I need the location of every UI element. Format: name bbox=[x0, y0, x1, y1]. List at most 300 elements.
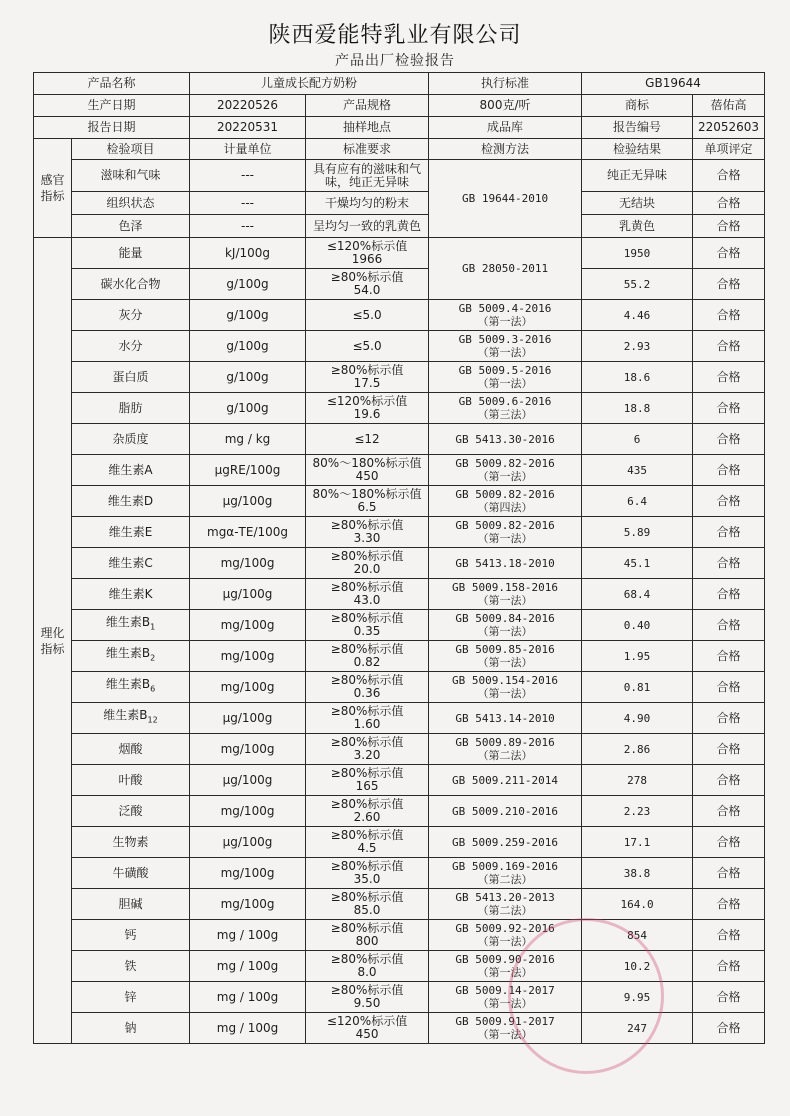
category-physchem: 理化指标 bbox=[34, 238, 72, 1044]
standard-line-2: 43.0 bbox=[353, 593, 381, 607]
info-value: GB19644 bbox=[582, 73, 765, 95]
item-name bbox=[72, 951, 190, 982]
item-unit: mg/100g bbox=[190, 641, 306, 672]
item-verdict: 合格 bbox=[693, 982, 765, 1013]
standard-line-1: ≤12 bbox=[354, 431, 380, 446]
physchem-row bbox=[34, 889, 765, 920]
method-line-2: （第二法） bbox=[477, 873, 533, 886]
standard-line-1: ≥80%标示值 bbox=[330, 580, 404, 594]
item-verdict: 合格 bbox=[693, 300, 765, 331]
item-name-text: 铁 bbox=[124, 958, 137, 973]
report-title: 产品出厂检验报告 bbox=[335, 53, 455, 69]
shared-method: GB 28050-2011 bbox=[429, 238, 582, 300]
item-standard bbox=[306, 486, 429, 517]
item-result: 4.90 bbox=[582, 703, 693, 734]
method-line-2: （第二法） bbox=[477, 749, 533, 762]
item-name bbox=[72, 455, 190, 486]
item-name-text: 胆碱 bbox=[118, 896, 143, 911]
item-unit: μg/100g bbox=[190, 486, 306, 517]
item-name bbox=[72, 920, 190, 951]
standard-line-1: ≥80%标示值 bbox=[330, 828, 404, 842]
physchem-row bbox=[34, 734, 765, 765]
item-standard bbox=[306, 362, 429, 393]
standard-line-1: ≥80%标示值 bbox=[330, 983, 404, 997]
method-line-1: GB 5009.4-2016 bbox=[458, 302, 552, 315]
item-standard bbox=[306, 920, 429, 951]
item-unit: mg / 100g bbox=[190, 920, 306, 951]
standard-line-2: 20.0 bbox=[353, 562, 381, 576]
item-result: 17.1 bbox=[582, 827, 693, 858]
physchem-row bbox=[34, 1013, 765, 1044]
standard-line-1: ≥80%标示值 bbox=[330, 890, 404, 904]
item-subscript: 1 bbox=[150, 622, 156, 632]
standard-line-1: ≤120%标示值 bbox=[326, 394, 408, 408]
item-unit: mg / 100g bbox=[190, 951, 306, 982]
physchem-row bbox=[34, 579, 765, 610]
method-line-1: GB 5009.82-2016 bbox=[455, 457, 555, 470]
item-name-text: 烟酸 bbox=[118, 741, 143, 756]
item-standard bbox=[306, 331, 429, 362]
item-verdict: 合格 bbox=[693, 734, 765, 765]
item-standard bbox=[306, 238, 429, 269]
method-line-1: GB 5009.211-2014 bbox=[452, 773, 559, 787]
item-name bbox=[72, 393, 190, 424]
physchem-row bbox=[34, 920, 765, 951]
item-result: 18.6 bbox=[582, 362, 693, 393]
item-result: 2.93 bbox=[582, 331, 693, 362]
item-standard bbox=[306, 734, 429, 765]
item-result: 2.86 bbox=[582, 734, 693, 765]
item-result: 38.8 bbox=[582, 858, 693, 889]
item-unit: mg / kg bbox=[190, 424, 306, 455]
standard-line-2: 450 bbox=[355, 1027, 379, 1041]
physchem-row bbox=[34, 982, 765, 1013]
item-unit: mg/100g bbox=[190, 610, 306, 641]
item-standard bbox=[306, 827, 429, 858]
item-name bbox=[72, 331, 190, 362]
standard-line-1: ≥80%标示值 bbox=[330, 735, 404, 749]
item-result: 无结块 bbox=[582, 192, 693, 215]
item-verdict: 合格 bbox=[693, 215, 765, 238]
item-verdict: 合格 bbox=[693, 517, 765, 548]
sensory-row bbox=[34, 192, 765, 215]
physchem-row bbox=[34, 362, 765, 393]
method-line-1: GB 5009.154-2016 bbox=[452, 674, 559, 687]
item-verdict: 合格 bbox=[693, 331, 765, 362]
method-line-2: （第一法） bbox=[477, 377, 533, 390]
method-line-1: GB 5009.259-2016 bbox=[452, 835, 559, 849]
item-verdict: 合格 bbox=[693, 858, 765, 889]
item-unit: g/100g bbox=[190, 331, 306, 362]
item-verdict: 合格 bbox=[693, 765, 765, 796]
standard-line-2: 1966 bbox=[351, 252, 383, 266]
method-line-1: GB 5009.84-2016 bbox=[455, 612, 555, 625]
item-name-text: 维生素D bbox=[107, 493, 154, 508]
item-method bbox=[429, 486, 582, 517]
item-name-text: 叶酸 bbox=[118, 772, 143, 787]
company-name: 陕西爱能特乳业有限公司 bbox=[268, 23, 522, 48]
standard-line-1: ≥80%标示值 bbox=[330, 766, 404, 780]
standard-line-2: 19.6 bbox=[353, 407, 381, 421]
standard-line-1: ≥80%标示值 bbox=[330, 673, 404, 687]
item-standard bbox=[306, 548, 429, 579]
item-unit: mg/100g bbox=[190, 858, 306, 889]
item-verdict: 合格 bbox=[693, 455, 765, 486]
item-standard bbox=[306, 455, 429, 486]
item-method bbox=[429, 889, 582, 920]
item-name bbox=[72, 703, 190, 734]
item-name-text: 水分 bbox=[118, 338, 143, 353]
item-verdict: 合格 bbox=[693, 192, 765, 215]
item-name-text: 碳水化合物 bbox=[100, 276, 161, 291]
standard-line-1: ≤120%标示值 bbox=[326, 239, 408, 253]
standard-line-2: 165 bbox=[355, 779, 379, 793]
item-method bbox=[429, 331, 582, 362]
method-line-2: （第一法） bbox=[477, 594, 533, 607]
item-unit: mg/100g bbox=[190, 734, 306, 765]
item-name bbox=[72, 827, 190, 858]
standard-line-1: ≥80%标示值 bbox=[330, 642, 404, 656]
physchem-row bbox=[34, 610, 765, 641]
info-label: 商标 bbox=[582, 95, 693, 117]
column-header: 检验结果 bbox=[582, 139, 693, 160]
method-line-2: （第一法） bbox=[477, 997, 533, 1010]
item-name: 色泽 bbox=[72, 215, 190, 238]
info-label: 产品规格 bbox=[306, 95, 429, 117]
item-unit: μg/100g bbox=[190, 765, 306, 796]
standard-line-2: 450 bbox=[355, 469, 379, 483]
item-method bbox=[429, 455, 582, 486]
standard-line-1: ≥80%标示值 bbox=[330, 704, 404, 718]
item-unit: mg/100g bbox=[190, 796, 306, 827]
physchem-row bbox=[34, 703, 765, 734]
method-line-1: GB 5009.210-2016 bbox=[452, 804, 559, 818]
item-result: 1950 bbox=[582, 238, 693, 269]
item-standard bbox=[306, 672, 429, 703]
item-result: 2.23 bbox=[582, 796, 693, 827]
item-method bbox=[429, 827, 582, 858]
physchem-row bbox=[34, 517, 765, 548]
info-value: 20220526 bbox=[190, 95, 306, 117]
category-sensory: 感官指标 bbox=[34, 139, 72, 238]
standard-line-1: ≥80%标示值 bbox=[330, 549, 404, 563]
method-line-2: （第一法） bbox=[477, 470, 533, 483]
physchem-row bbox=[34, 424, 765, 455]
item-subscript: 6 bbox=[150, 684, 156, 694]
column-header: 计量单位 bbox=[190, 139, 306, 160]
item-name bbox=[72, 424, 190, 455]
standard-line-1: 80%～180%标示值 bbox=[312, 456, 422, 470]
standard-line-1: ≤120%标示值 bbox=[326, 1014, 408, 1028]
item-result: 278 bbox=[582, 765, 693, 796]
method-line-2: （第一法） bbox=[477, 346, 533, 359]
item-name bbox=[72, 579, 190, 610]
standard-line-2: 0.35 bbox=[353, 624, 381, 638]
item-result: 乳黄色 bbox=[582, 215, 693, 238]
item-verdict: 合格 bbox=[693, 1013, 765, 1044]
item-name-text: 脂肪 bbox=[118, 400, 143, 415]
item-standard: 呈均匀一致的乳黄色 bbox=[306, 215, 429, 238]
item-verdict: 合格 bbox=[693, 672, 765, 703]
item-subscript: 12 bbox=[147, 715, 158, 725]
item-verdict: 合格 bbox=[693, 160, 765, 192]
item-name-text: 维生素K bbox=[108, 586, 153, 601]
item-method bbox=[429, 393, 582, 424]
item-standard bbox=[306, 1013, 429, 1044]
item-unit: g/100g bbox=[190, 362, 306, 393]
method-line-1: GB 5009.3-2016 bbox=[458, 333, 552, 346]
item-unit: mg/100g bbox=[190, 672, 306, 703]
item-name bbox=[72, 300, 190, 331]
physchem-row bbox=[34, 641, 765, 672]
info-label: 报告日期 bbox=[34, 117, 190, 139]
item-name-text: 杂质度 bbox=[112, 431, 149, 446]
item-name-text: 钙 bbox=[124, 927, 137, 942]
item-unit: μg/100g bbox=[190, 827, 306, 858]
item-result: 0.40 bbox=[582, 610, 693, 641]
item-verdict: 合格 bbox=[693, 827, 765, 858]
item-result: 4.46 bbox=[582, 300, 693, 331]
standard-line-2: 0.82 bbox=[353, 655, 381, 669]
info-label: 产品名称 bbox=[34, 73, 190, 95]
item-unit: kJ/100g bbox=[190, 238, 306, 269]
item-name bbox=[72, 641, 190, 672]
method-line-2: （第一法） bbox=[477, 687, 533, 700]
info-row-report bbox=[34, 117, 765, 139]
physchem-row bbox=[34, 455, 765, 486]
info-value: 儿童成长配方奶粉 bbox=[190, 73, 429, 95]
method-line-2: （第二法） bbox=[477, 904, 533, 917]
item-unit: --- bbox=[190, 160, 306, 192]
item-method bbox=[429, 610, 582, 641]
item-standard bbox=[306, 889, 429, 920]
physchem-row bbox=[34, 858, 765, 889]
item-method bbox=[429, 517, 582, 548]
item-name bbox=[72, 734, 190, 765]
item-name-text: 灰分 bbox=[118, 307, 143, 322]
item-result: 6.4 bbox=[582, 486, 693, 517]
item-result: 1.95 bbox=[582, 641, 693, 672]
method-line-1: GB 5009.14-2017 bbox=[455, 984, 555, 997]
item-unit: mg/100g bbox=[190, 889, 306, 920]
item-name bbox=[72, 548, 190, 579]
physchem-row bbox=[34, 269, 765, 300]
item-verdict: 合格 bbox=[693, 362, 765, 393]
item-result: 18.8 bbox=[582, 393, 693, 424]
item-unit: mg / 100g bbox=[190, 1013, 306, 1044]
item-method bbox=[429, 796, 582, 827]
item-name bbox=[72, 982, 190, 1013]
method-line-1: GB 5009.82-2016 bbox=[455, 519, 555, 532]
item-name bbox=[72, 517, 190, 548]
standard-line-2: 6.5 bbox=[357, 500, 377, 514]
info-label: 执行标准 bbox=[429, 73, 582, 95]
item-standard bbox=[306, 703, 429, 734]
item-standard bbox=[306, 858, 429, 889]
standard-line-2: 17.5 bbox=[353, 376, 381, 390]
standard-line-1: ≥80%标示值 bbox=[330, 270, 404, 284]
standard-line-1: ≤5.0 bbox=[352, 307, 382, 322]
physchem-row bbox=[34, 486, 765, 517]
item-name-text: 维生素B bbox=[105, 646, 151, 661]
method-line-1: GB 5009.6-2016 bbox=[458, 395, 552, 408]
physchem-row bbox=[34, 331, 765, 362]
item-name-text: 锌 bbox=[124, 989, 137, 1004]
item-standard bbox=[306, 796, 429, 827]
item-verdict: 合格 bbox=[693, 424, 765, 455]
method-line-1: GB 5009.89-2016 bbox=[455, 736, 555, 749]
method-line-1: GB 5009.90-2016 bbox=[455, 953, 555, 966]
item-name-text: 维生素E bbox=[108, 524, 153, 539]
standard-line-1: ≥80%标示值 bbox=[330, 363, 404, 377]
item-name-text: 维生素B bbox=[103, 708, 148, 723]
standard-line-1: ≥80%标示值 bbox=[330, 859, 404, 873]
item-verdict: 合格 bbox=[693, 548, 765, 579]
item-method bbox=[429, 362, 582, 393]
item-result: 10.2 bbox=[582, 951, 693, 982]
item-name bbox=[72, 889, 190, 920]
info-row-production bbox=[34, 95, 765, 117]
method-line-2: （第一法） bbox=[477, 935, 533, 948]
info-label: 抽样地点 bbox=[306, 117, 429, 139]
item-verdict: 合格 bbox=[693, 579, 765, 610]
standard-line-1: ≥80%标示值 bbox=[330, 921, 404, 935]
item-name-text: 生物素 bbox=[112, 834, 149, 849]
standard-line-2: 85.0 bbox=[353, 903, 381, 917]
item-result: 854 bbox=[582, 920, 693, 951]
info-row-product bbox=[34, 73, 765, 95]
item-standard bbox=[306, 424, 429, 455]
item-result: 247 bbox=[582, 1013, 693, 1044]
item-result: 0.81 bbox=[582, 672, 693, 703]
item-method bbox=[429, 300, 582, 331]
standard-line-1: 80%～180%标示值 bbox=[312, 487, 422, 501]
method-line-2: （第一法） bbox=[477, 966, 533, 979]
method-line-1: GB 5009.85-2016 bbox=[455, 643, 555, 656]
method-line-1: GB 5009.82-2016 bbox=[455, 488, 555, 501]
method-line-1: GB 5009.5-2016 bbox=[458, 364, 552, 377]
standard-line-2: 54.0 bbox=[353, 283, 381, 297]
standard-line-1: ≤5.0 bbox=[352, 338, 382, 353]
item-standard bbox=[306, 269, 429, 300]
item-method bbox=[429, 734, 582, 765]
method-line-1: GB 5413.30-2016 bbox=[455, 432, 555, 446]
item-unit: g/100g bbox=[190, 393, 306, 424]
item-name-text: 维生素C bbox=[108, 555, 153, 570]
method-line-2: （第一法） bbox=[477, 315, 533, 328]
standard-line-2: 2.60 bbox=[353, 810, 381, 824]
item-unit: μg/100g bbox=[190, 703, 306, 734]
info-value: 800克/听 bbox=[429, 95, 582, 117]
item-name bbox=[72, 362, 190, 393]
sensory-method: GB 19644-2010 bbox=[429, 160, 582, 238]
item-method bbox=[429, 703, 582, 734]
method-line-1: GB 5009.92-2016 bbox=[455, 922, 555, 935]
column-header-row bbox=[34, 139, 765, 160]
item-subscript: 2 bbox=[150, 653, 156, 663]
item-result: 55.2 bbox=[582, 269, 693, 300]
item-standard bbox=[306, 579, 429, 610]
physchem-row bbox=[34, 827, 765, 858]
item-name-text: 维生素A bbox=[108, 462, 153, 477]
method-line-2: （第一法） bbox=[477, 1028, 533, 1041]
item-standard: 具有应有的滋味和气味，纯正无异味 bbox=[306, 160, 429, 192]
item-standard bbox=[306, 517, 429, 548]
item-verdict: 合格 bbox=[693, 951, 765, 982]
item-result: 5.89 bbox=[582, 517, 693, 548]
item-verdict: 合格 bbox=[693, 393, 765, 424]
standard-line-2: 3.30 bbox=[353, 531, 381, 545]
item-method bbox=[429, 548, 582, 579]
item-name-text: 钠 bbox=[124, 1020, 137, 1035]
item-name: 滋味和气味 bbox=[72, 160, 190, 192]
info-value: 20220531 bbox=[190, 117, 306, 139]
item-name-text: 维生素B bbox=[105, 677, 151, 692]
item-name-text: 维生素B bbox=[105, 615, 151, 630]
standard-line-1: ≥80%标示值 bbox=[330, 797, 404, 811]
item-standard bbox=[306, 951, 429, 982]
physchem-row bbox=[34, 765, 765, 796]
item-name-text: 蛋白质 bbox=[112, 369, 149, 384]
item-name bbox=[72, 610, 190, 641]
item-verdict: 合格 bbox=[693, 238, 765, 269]
inspection-table bbox=[33, 72, 765, 1044]
item-method bbox=[429, 920, 582, 951]
standard-line-2: 0.36 bbox=[353, 686, 381, 700]
item-verdict: 合格 bbox=[693, 796, 765, 827]
item-method bbox=[429, 858, 582, 889]
column-header: 检测方法 bbox=[429, 139, 582, 160]
method-line-2: （第三法） bbox=[477, 408, 533, 421]
method-line-2: （第一法） bbox=[477, 625, 533, 638]
item-name-text: 牛磺酸 bbox=[112, 865, 149, 880]
sensory-row bbox=[34, 160, 765, 192]
standard-line-2: 4.5 bbox=[357, 841, 377, 855]
item-method bbox=[429, 424, 582, 455]
method-line-2: （第四法） bbox=[477, 501, 533, 514]
item-name bbox=[72, 765, 190, 796]
method-line-1: GB 5413.14-2010 bbox=[455, 711, 555, 725]
physchem-row bbox=[34, 951, 765, 982]
item-result: 164.0 bbox=[582, 889, 693, 920]
item-name bbox=[72, 796, 190, 827]
method-line-2: （第一法） bbox=[477, 532, 533, 545]
item-standard: 干燥均匀的粉末 bbox=[306, 192, 429, 215]
item-unit: μg/100g bbox=[190, 579, 306, 610]
item-unit: --- bbox=[190, 192, 306, 215]
standard-line-1: ≥80%标示值 bbox=[330, 611, 404, 625]
item-method bbox=[429, 951, 582, 982]
standard-line-2: 9.50 bbox=[353, 996, 381, 1010]
item-result: 9.95 bbox=[582, 982, 693, 1013]
method-line-2: （第一法） bbox=[477, 656, 533, 669]
item-verdict: 合格 bbox=[693, 641, 765, 672]
item-verdict: 合格 bbox=[693, 269, 765, 300]
info-label: 生产日期 bbox=[34, 95, 190, 117]
standard-line-1: ≥80%标示值 bbox=[330, 952, 404, 966]
physchem-row bbox=[34, 548, 765, 579]
column-header: 检验项目 bbox=[72, 139, 190, 160]
method-line-1: GB 5413.18-2010 bbox=[455, 556, 555, 570]
item-method bbox=[429, 672, 582, 703]
item-result: 435 bbox=[582, 455, 693, 486]
item-result: 45.1 bbox=[582, 548, 693, 579]
info-value: 蓓佑高 bbox=[693, 95, 765, 117]
item-verdict: 合格 bbox=[693, 703, 765, 734]
item-method bbox=[429, 579, 582, 610]
method-line-1: GB 5009.91-2017 bbox=[455, 1015, 555, 1028]
method-line-1: GB 5009.169-2016 bbox=[452, 860, 559, 873]
